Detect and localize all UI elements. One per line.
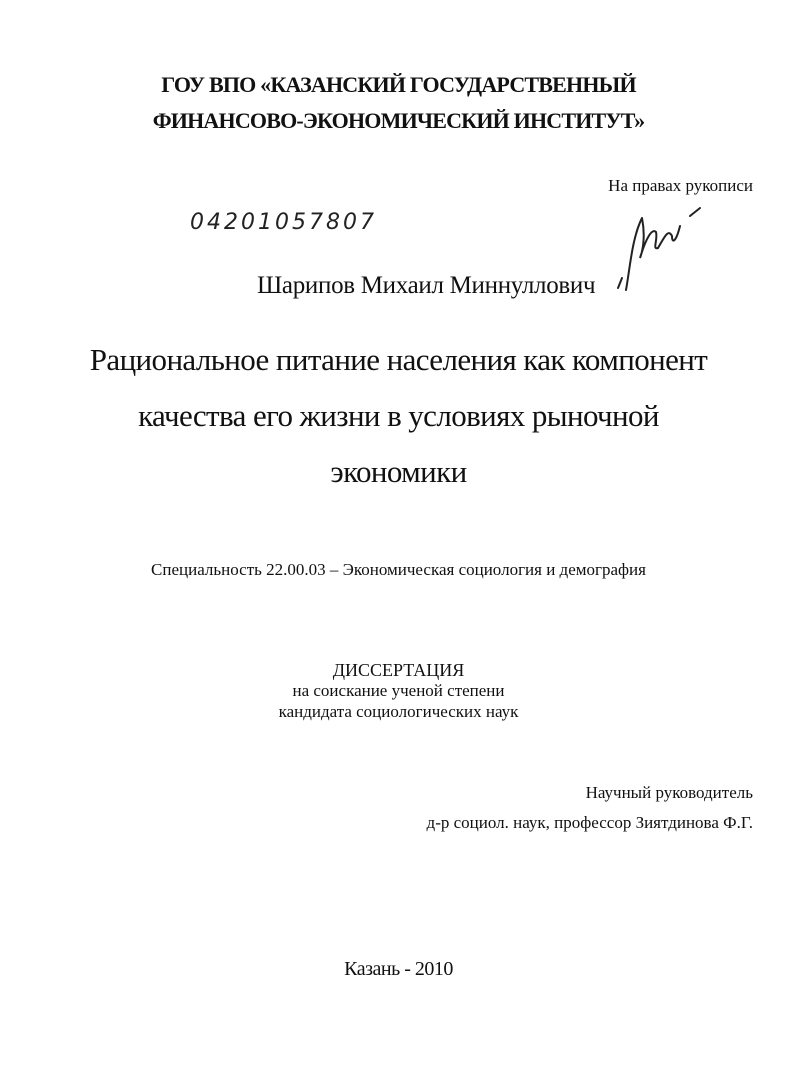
- institution-line-1: ГОУ ВПО «КАЗАНСКИЙ ГОСУДАРСТВЕННЫЙ: [161, 72, 636, 97]
- author-name: Шарипов Михаил Миннуллович: [257, 272, 596, 299]
- title-line-2: качества его жизни в условиях рыночной: [138, 398, 659, 433]
- specialty: Специальность 22.00.03 – Экономическая социология и демография: [151, 560, 646, 579]
- manuscript-note: На правах рукописи: [608, 176, 753, 195]
- degree-field: кандидата социологических наук: [278, 702, 519, 721]
- institution-line-2: ФИНАНСОВО-ЭКОНОМИЧЕСКИЙ ИНСТИТУТ»: [152, 108, 645, 133]
- signature-icon: [612, 198, 722, 298]
- title-line-1: Рациональное питание населения как компонент: [89, 342, 708, 377]
- handwritten-registration-number: 04201057807: [190, 210, 377, 235]
- dissertation-heading: ДИССЕРТАЦИЯ: [332, 660, 465, 680]
- title-line-3: экономики: [330, 454, 467, 489]
- degree-line: на соискание ученой степени: [292, 681, 505, 700]
- city-year: Казань - 2010: [344, 958, 453, 980]
- supervisor-name: д-р социол. наук, профессор Зиятдинова Ф.Г.: [426, 813, 753, 832]
- supervisor-label: Научный руководитель: [585, 783, 753, 802]
